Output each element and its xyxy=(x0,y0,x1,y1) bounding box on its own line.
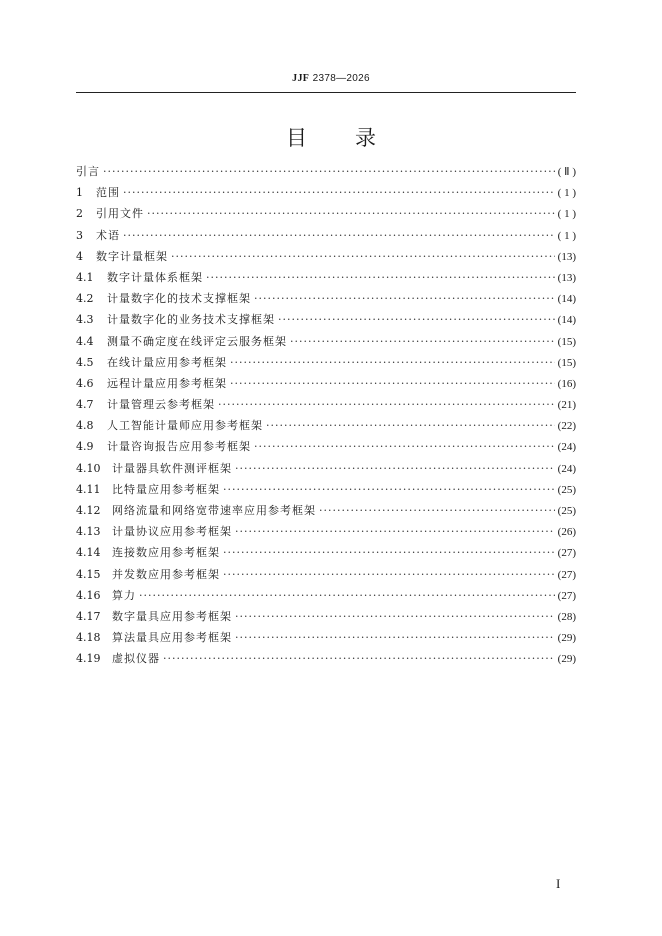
running-header xyxy=(0,73,662,84)
toc-entry-number: 4.10 xyxy=(76,461,101,475)
toc-entry-number: 4.4 xyxy=(76,334,94,348)
toc-leader-dots xyxy=(266,419,555,432)
toc-entry[interactable] xyxy=(76,438,576,459)
toc-entry-label: 计量管理云参考框架 xyxy=(107,398,215,412)
toc-entry-page: (21) xyxy=(557,399,576,412)
toc-leader-dots xyxy=(123,186,555,199)
toc-entry-label: 算力 xyxy=(112,588,136,602)
toc-entry[interactable] xyxy=(76,523,576,544)
toc-entry-label: 在线计量应用参考框架 xyxy=(107,355,227,369)
toc-entry-number: 4.9 xyxy=(76,440,94,454)
toc-entry-number: 4.1 xyxy=(76,270,94,284)
toc-entry[interactable] xyxy=(76,290,576,311)
toc-entry-label: 人工智能计量师应用参考框架 xyxy=(107,419,263,433)
toc-entry-number: 4.2 xyxy=(76,292,94,306)
toc-entry-page: (22) xyxy=(557,420,576,433)
toc-entry[interactable] xyxy=(76,544,576,565)
toc-entry[interactable] xyxy=(76,269,576,290)
toc-entry-label: 测量不确定度在线评定云服务框架 xyxy=(107,334,287,348)
toc-entry-label: 引用文件 xyxy=(96,207,144,221)
toc-entry-number: 4.15 xyxy=(76,567,101,581)
toc-entry-number: 4.17 xyxy=(76,609,101,623)
toc-leader-dots xyxy=(223,546,555,559)
toc-entry-number: 4.7 xyxy=(76,398,94,412)
toc-leader-dots xyxy=(254,292,555,305)
toc-entry[interactable] xyxy=(76,460,576,481)
toc-entry-page: ( Ⅱ ) xyxy=(557,166,576,178)
toc-leader-dots xyxy=(163,652,555,665)
toc-entry-label: 计量咨询报告应用参考框架 xyxy=(107,440,251,454)
table-of-contents xyxy=(76,163,576,672)
toc-entry-page: (15) xyxy=(557,335,576,348)
toc-entry-label: 虚拟仪器 xyxy=(112,652,160,666)
toc-entry[interactable] xyxy=(76,184,576,205)
toc-leader-dots xyxy=(171,250,555,263)
toc-entry-number: 4.5 xyxy=(76,355,94,369)
toc-entry-number: 4.6 xyxy=(76,376,94,390)
toc-entry[interactable] xyxy=(76,375,576,396)
toc-entry-page: (16) xyxy=(557,377,576,390)
toc-entry-label: 数字计量框架 xyxy=(96,249,168,263)
toc-entry-label: 算法量具应用参考框架 xyxy=(112,631,232,645)
toc-entry-page: (25) xyxy=(557,505,576,517)
toc-entry[interactable] xyxy=(76,396,576,417)
toc-leader-dots xyxy=(206,271,555,284)
page-title: 目录 xyxy=(286,126,424,150)
toc-entry-label: 计量协议应用参考框架 xyxy=(112,525,232,539)
toc-entry-page: (29) xyxy=(557,653,576,666)
toc-entry-label: 数字计量体系框架 xyxy=(107,270,203,284)
toc-leader-dots xyxy=(230,377,555,390)
toc-entry[interactable] xyxy=(76,205,576,226)
toc-entry-number: 4.13 xyxy=(76,525,101,539)
toc-entry-page: (14) xyxy=(557,314,576,327)
toc-entry-label: 计量数字化的业务技术支撑框架 xyxy=(107,313,275,327)
toc-entry-number: 4.11 xyxy=(76,482,101,496)
toc-entry-label: 引言 xyxy=(76,165,100,178)
toc-entry-number: 4 xyxy=(76,249,83,263)
header-rule xyxy=(76,92,576,93)
toc-entry[interactable] xyxy=(76,227,576,248)
toc-entry-page: (27) xyxy=(557,589,576,602)
toc-entry-number: 4.16 xyxy=(76,588,101,602)
toc-entry[interactable] xyxy=(76,311,576,332)
toc-entry-number: 4.3 xyxy=(76,313,94,327)
toc-entry-label: 计量数字化的技术支撑框架 xyxy=(107,292,251,306)
toc-entry-page: ( 1 ) xyxy=(557,187,576,200)
toc-entry-page: (13) xyxy=(557,250,576,263)
toc-entry-page: (26) xyxy=(557,526,576,539)
toc-entry[interactable] xyxy=(76,333,576,354)
toc-leader-dots xyxy=(235,462,555,475)
toc-entry-number: 4.14 xyxy=(76,546,101,560)
toc-entry-number: 1 xyxy=(76,186,83,200)
toc-entry[interactable] xyxy=(76,481,576,502)
toc-entry-label: 并发数应用参考框架 xyxy=(112,567,220,581)
toc-leader-dots xyxy=(254,440,555,453)
toc-entry-number: 4.12 xyxy=(76,504,101,517)
toc-entry-label: 连接数应用参考框架 xyxy=(112,546,220,560)
toc-leader-dots xyxy=(103,165,555,178)
toc-leader-dots xyxy=(235,631,555,644)
toc-entry-number: 2 xyxy=(76,207,83,221)
toc-entry-label: 网络流量和网络宽带速率应用参考框架 xyxy=(112,504,316,517)
toc-leader-dots xyxy=(319,504,555,517)
standard-number: 2378—2026 xyxy=(312,73,370,84)
toc-leader-dots xyxy=(278,313,555,326)
toc-leader-dots xyxy=(235,525,555,538)
toc-entry-number: 4.19 xyxy=(76,652,101,666)
toc-leader-dots xyxy=(139,589,555,602)
toc-entry-page: (13) xyxy=(557,271,576,284)
toc-entry-page: ( 1 ) xyxy=(557,208,576,221)
toc-entry[interactable] xyxy=(76,163,576,184)
toc-leader-dots xyxy=(235,610,555,623)
toc-entry-page: (27) xyxy=(557,568,576,581)
toc-entry-number: 4.8 xyxy=(76,419,94,433)
toc-entry[interactable] xyxy=(76,248,576,269)
toc-entry[interactable] xyxy=(76,502,576,523)
toc-entry-page: (24) xyxy=(557,441,576,454)
toc-entry[interactable] xyxy=(76,417,576,438)
toc-entry-number: 4.18 xyxy=(76,631,101,645)
toc-entry[interactable] xyxy=(76,587,576,608)
toc-leader-dots xyxy=(223,483,555,496)
toc-entry-page: (27) xyxy=(557,547,576,560)
toc-entry-label: 术语 xyxy=(96,228,120,242)
toc-entry-page: (28) xyxy=(557,610,576,623)
toc-entry[interactable] xyxy=(76,608,576,629)
page-number: I xyxy=(556,876,561,891)
toc-entry-label: 比特量应用参考框架 xyxy=(112,482,220,496)
toc-leader-dots xyxy=(290,335,555,348)
toc-entry[interactable] xyxy=(76,354,576,375)
toc-leader-dots xyxy=(147,207,555,220)
toc-entry-label: 范围 xyxy=(96,186,120,200)
toc-entry[interactable] xyxy=(76,566,576,587)
toc-leader-dots xyxy=(230,356,555,369)
toc-leader-dots xyxy=(223,568,555,581)
toc-entry-page: (25) xyxy=(557,483,576,496)
toc-entry-label: 远程计量应用参考框架 xyxy=(107,376,227,390)
toc-entry[interactable] xyxy=(76,629,576,650)
toc-entry[interactable] xyxy=(76,650,576,671)
toc-entry-page: (15) xyxy=(557,356,576,369)
toc-entry-label: 计量器具软件测评框架 xyxy=(112,461,232,475)
toc-entry-page: (29) xyxy=(557,632,576,645)
toc-entry-label: 数字量具应用参考框架 xyxy=(112,609,232,623)
toc-entry-number: 3 xyxy=(76,228,83,242)
toc-leader-dots xyxy=(218,398,555,411)
toc-entry-page: (24) xyxy=(557,462,576,475)
standard-code: JJF xyxy=(292,73,310,84)
toc-entry-page: ( 1 ) xyxy=(557,229,576,242)
toc-entry-page: (14) xyxy=(557,293,576,306)
toc-leader-dots xyxy=(123,229,555,242)
